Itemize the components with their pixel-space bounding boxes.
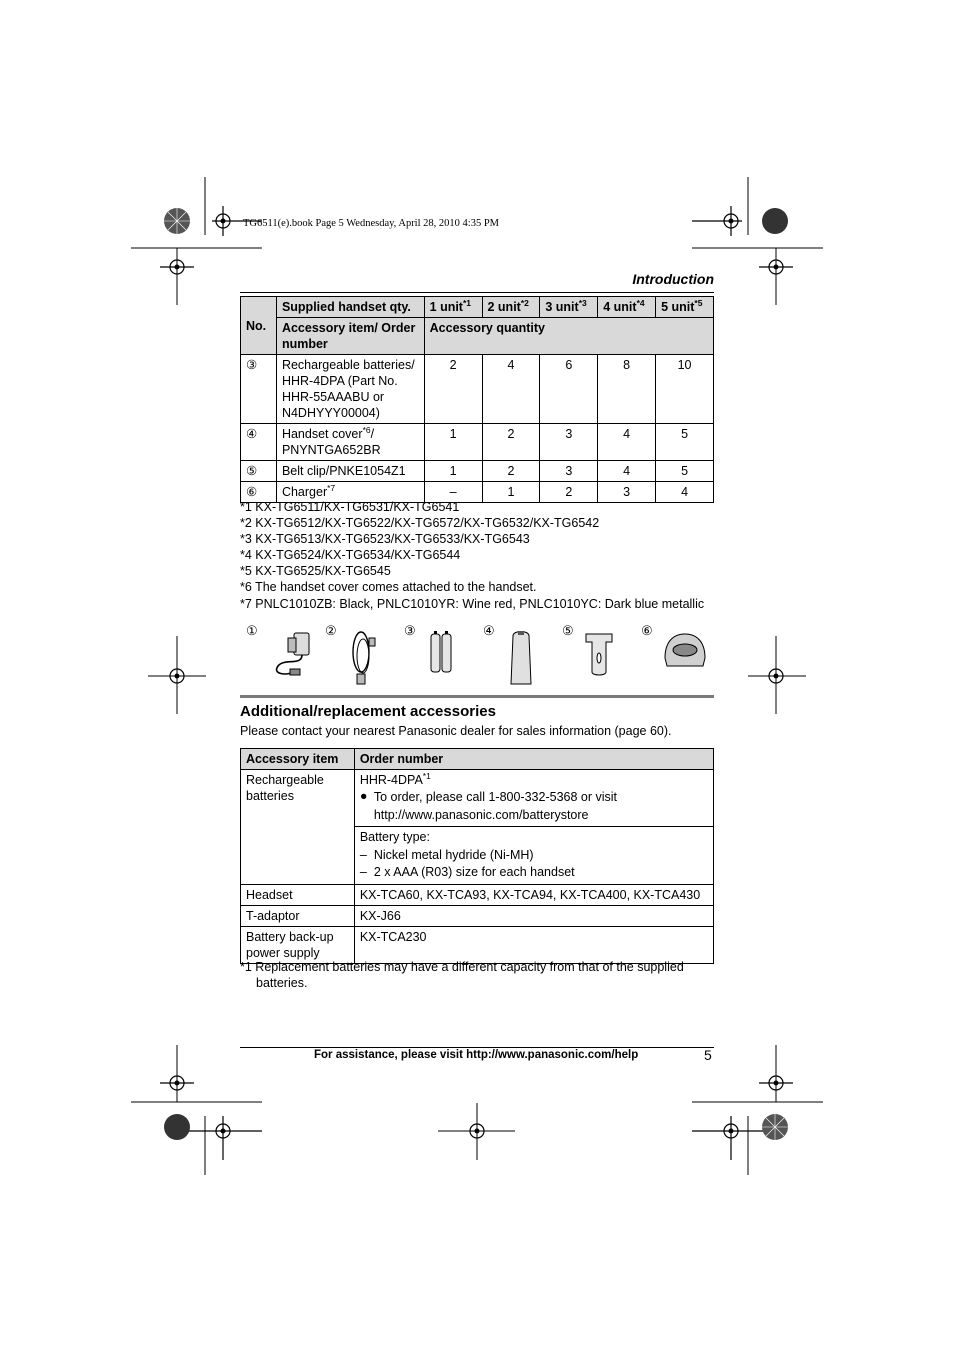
replacement-batteries-note: *1 Replacement batteries may have a different capacity from that of the supplied batteries. — [240, 960, 684, 990]
unit-header: 5 unit$^{*5}$ — [656, 297, 714, 318]
model-footnotes — [240, 499, 704, 612]
table-row: Battery type: – Nickel metal hydride (Ni-MH) – 2 x AAA (R03) size for each handset — [241, 827, 714, 885]
accessory-handset-cover: ④ — [477, 620, 556, 690]
table-row: Battery back-up power supply KX-TCA230 — [241, 926, 714, 963]
supplied-qty-header: Supplied handset qty. — [276, 297, 424, 318]
footnote: *4 KX-TG6524/KX-TG6534/KX-TG6544 — [240, 548, 461, 563]
table-row: Headset KX-TCA60, KX-TCA93, KX-TCA94, KX-TCA400, KX-TCA430 — [241, 884, 714, 905]
footnote: *1 KX-TG6511/KX-TG6531/KX-TG6541 — [240, 500, 460, 514]
accessory-charger: ⑥ — [635, 620, 714, 690]
footnote: *3 KX-TG6513/KX-TG6523/KX-TG6533/KX-TG6543 — [240, 532, 530, 547]
footer-assistance: For assistance, please visit http://www.panasonic.com/help — [314, 1049, 639, 1061]
accessory-quantity-header: Accessory quantity — [424, 318, 713, 355]
footnote: *6 The handset cover comes attached to the handset. — [240, 580, 537, 595]
table-row: ⑤ Belt clip/PNKE1054Z1 1 2 3 4 5 — [241, 461, 714, 482]
accessory-batteries: ③ — [398, 620, 477, 690]
table-row: ③ Rechargeable batteries/ HHR-4DPA (Part No. HHR-55AAABU or N4DHYYY00004) 2 4 6 8 10 — [241, 355, 714, 424]
accessory-item-col-header: Accessory item — [241, 749, 355, 770]
accessory-item-header: Accessory item/ Order number — [276, 318, 424, 355]
page-number: 5 — [704, 1047, 712, 1063]
unit-header: 1 unit$^{*1}$ — [424, 297, 482, 318]
unit-header: 2 unit$^{*2}$ — [482, 297, 540, 318]
cord-icon — [343, 628, 383, 688]
header-rule — [240, 292, 714, 293]
accessory-illustrations — [240, 620, 714, 690]
bullet-icon: ● — [359, 789, 368, 803]
batteries-icon — [422, 628, 462, 678]
accessory-ac-adaptor: ① — [240, 620, 319, 690]
accessory-telephone-cord: ② — [319, 620, 398, 690]
print-info-line: TG6511(e).book Page 5 Wednesday, April 28, 2010 4:35 PM — [243, 218, 499, 229]
section-divider — [240, 695, 714, 698]
additional-accessories-heading: Additional/replacement accessories — [240, 703, 496, 720]
belt-clip-icon — [580, 628, 620, 678]
ac-adaptor-icon — [264, 628, 314, 683]
supplied-accessories-table — [240, 296, 714, 503]
handset-cover-icon — [501, 628, 541, 688]
additional-accessories-table — [240, 748, 714, 964]
table-row: T-adaptor KX-J66 — [241, 905, 714, 926]
no-header: No. — [241, 297, 277, 355]
table-row: ④ Handset cover$^{*6}$/ PNYNTGA652BR 1 2 3 4 5 — [241, 424, 714, 461]
order-number-col-header: Order number — [354, 749, 713, 770]
unit-header: 4 unit$^{*4}$ — [598, 297, 656, 318]
section-title: Introduction — [632, 271, 714, 287]
footnote: *5 KX-TG6525/KX-TG6545 — [240, 564, 391, 579]
footnote: *7 PNLC1010ZB: Black, PNLC1010YR: Wine red, PNLC1010YC: Dark blue metallic — [240, 596, 705, 611]
footer-rule — [240, 1047, 714, 1048]
charger-icon — [659, 628, 709, 673]
accessory-belt-clip: ⑤ — [556, 620, 635, 690]
table-row: ⑥ Charger$^{*7}$ – 1 2 3 4 — [241, 482, 714, 503]
footnote: *2 KX-TG6512/KX-TG6522/KX-TG6572/KX-TG6532/KX-TG6542 — [240, 516, 600, 531]
table-row: Rechargeable batteries HHR-4DPA$^{*1}$ ● To order, please call 1-800-332-5368 or visit http://www.panasonic.com/batterystore — [241, 770, 714, 827]
additional-intro: Please contact your nearest Panasonic dealer for sales information (page 60). — [240, 724, 672, 738]
unit-header: 3 unit$^{*3}$ — [540, 297, 598, 318]
